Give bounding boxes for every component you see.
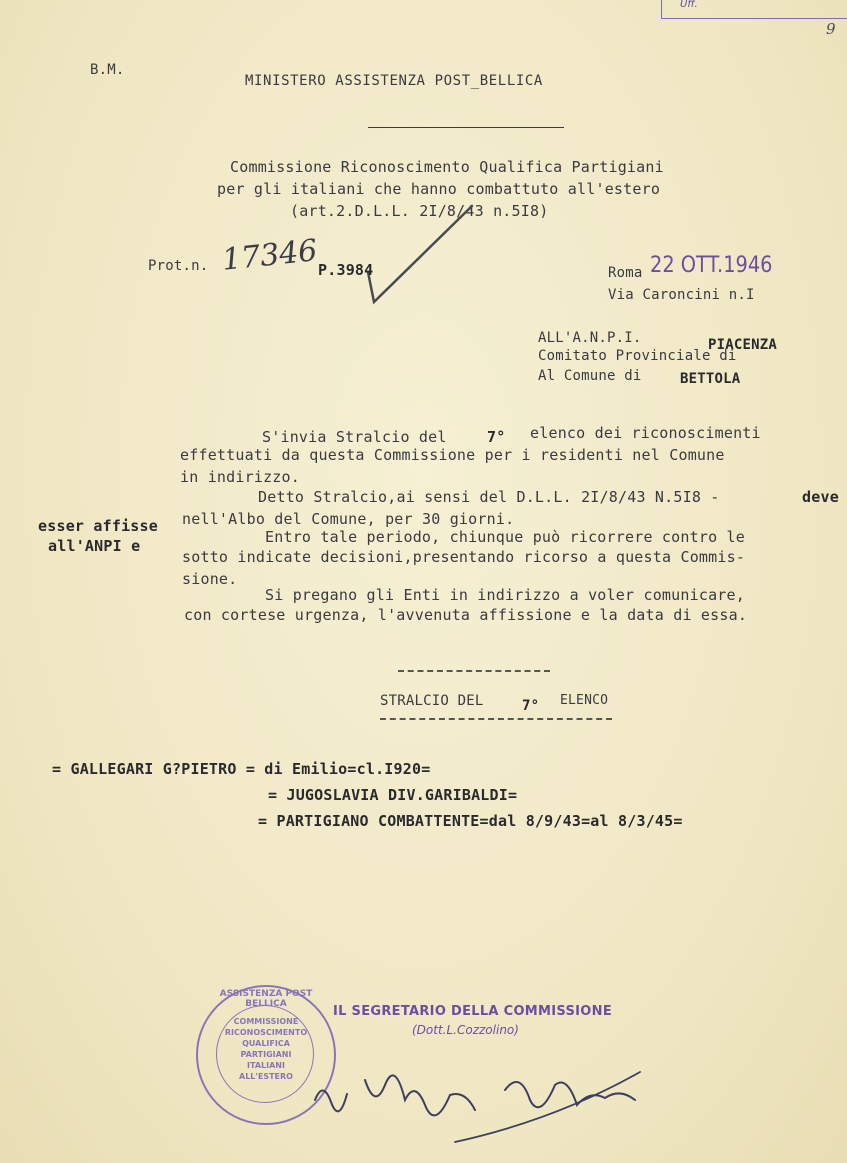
p-number: P.3984 — [318, 261, 374, 279]
office-stamp-box — [661, 0, 847, 19]
recipient-line-3: Al Comune di — [538, 368, 642, 384]
margin-note-2: all'ANPI e — [48, 537, 141, 555]
checkmark-icon — [360, 200, 480, 315]
body-p1-line-2: effettuati da questa Commissione per i residenti nel Comune — [180, 446, 725, 464]
header-rule — [368, 127, 564, 128]
place: Roma — [608, 265, 643, 281]
extract-bottom-rule — [380, 718, 612, 720]
entry-line-3: = PARTIGIANO COMBATTENTE=dal 8/9/43=al 8/3/45= — [258, 812, 683, 830]
stamp-inner-6: ALL'ESTERO — [239, 1072, 293, 1081]
body-p2-line-1: Detto Stralcio,ai sensi del D.L.L. 2I/8/43 N.5I8 - — [258, 488, 720, 506]
body-p1-start: S'invia Stralcio del — [262, 428, 447, 446]
entry-line-1: = GALLEGARI G?PIETRO = di Emilio=cl.I920= — [52, 760, 431, 778]
body-p3-line-2: sotto indicate decisioni,presentando ricorso a questa Commis- — [182, 548, 746, 566]
body-p1-end: elenco dei riconoscimenti — [530, 424, 761, 442]
handwritten-signature — [305, 1050, 655, 1150]
stamp-inner-2: RICONOSCIMENTO — [224, 1028, 308, 1037]
secretary-name: (Dott.L.Cozzolino) — [412, 1023, 519, 1037]
body-p1-line-3: in indirizzo. — [180, 468, 300, 486]
body-p3-line-3: sione. — [182, 570, 238, 588]
extract-title-end: ELENCO — [560, 693, 609, 708]
prot-label: Prot.n. — [148, 258, 209, 274]
body-p4-line-1: Si pregano gli Enti in indirizzo a voler comunicare, — [265, 586, 745, 604]
recipient-line-1: ALL'A.N.P.I. — [538, 330, 642, 346]
office-address: Via Caroncini n.I — [608, 287, 755, 303]
commission-line-3: (art.2.D.L.L. 2I/8/43 n.5I8) — [290, 202, 549, 220]
ministry-title: MINISTERO ASSISTENZA POST_BELLICA — [245, 73, 543, 89]
date-stamp: 22 OTT.1946 — [650, 253, 773, 278]
body-p3-line-1: Entro tale periodo, chiunque può ricorrere contro le — [265, 528, 745, 546]
commission-line-1: Commissione Riconoscimento Qualifica Partigiani — [230, 158, 664, 176]
extract-top-rule — [398, 670, 550, 672]
entry-line-2: = JUGOSLAVIA DIV.GARIBALDI= — [268, 786, 518, 804]
extract-title-number: 7° — [522, 698, 540, 714]
body-p2-deve: deve — [802, 488, 839, 506]
commission-line-2: per gli italiani che hanno combattuto all'estero — [217, 180, 661, 198]
secretary-title: IL SEGRETARIO DELLA COMMISSIONE — [333, 1004, 613, 1019]
stamp-outer-text: ASSISTENZA POST BELLICA — [219, 989, 313, 1009]
body-p2-line-2: nell'Albo del Comune, per 30 giorni. — [182, 510, 515, 528]
prot-number-handwritten: 17346 — [220, 233, 320, 278]
list-number: 7° — [487, 428, 506, 446]
body-p4-line-2: con cortese urgenza, l'avvenuta affissione e la data di essa. — [184, 606, 748, 624]
stamp-inner-4: PARTIGIANI — [240, 1050, 292, 1059]
recipient-city-2: BETTOLA — [680, 371, 741, 387]
recipient-line-2: Comitato Provinciale di — [538, 348, 737, 364]
recipient-city-1: PIACENZA — [708, 337, 778, 353]
extract-title-start: STRALCIO DEL — [380, 693, 484, 709]
stamp-inner-5: ITALIANI — [247, 1061, 285, 1070]
margin-note-1: esser affisse — [38, 517, 158, 535]
stamp-inner-3: QUALIFICA — [242, 1039, 290, 1048]
stamp-inner-1: COMMISSIONE — [233, 1017, 299, 1026]
page-number: 9 — [826, 20, 836, 38]
office-box-label: Uff. — [680, 0, 698, 10]
initials: B.M. — [90, 62, 125, 78]
